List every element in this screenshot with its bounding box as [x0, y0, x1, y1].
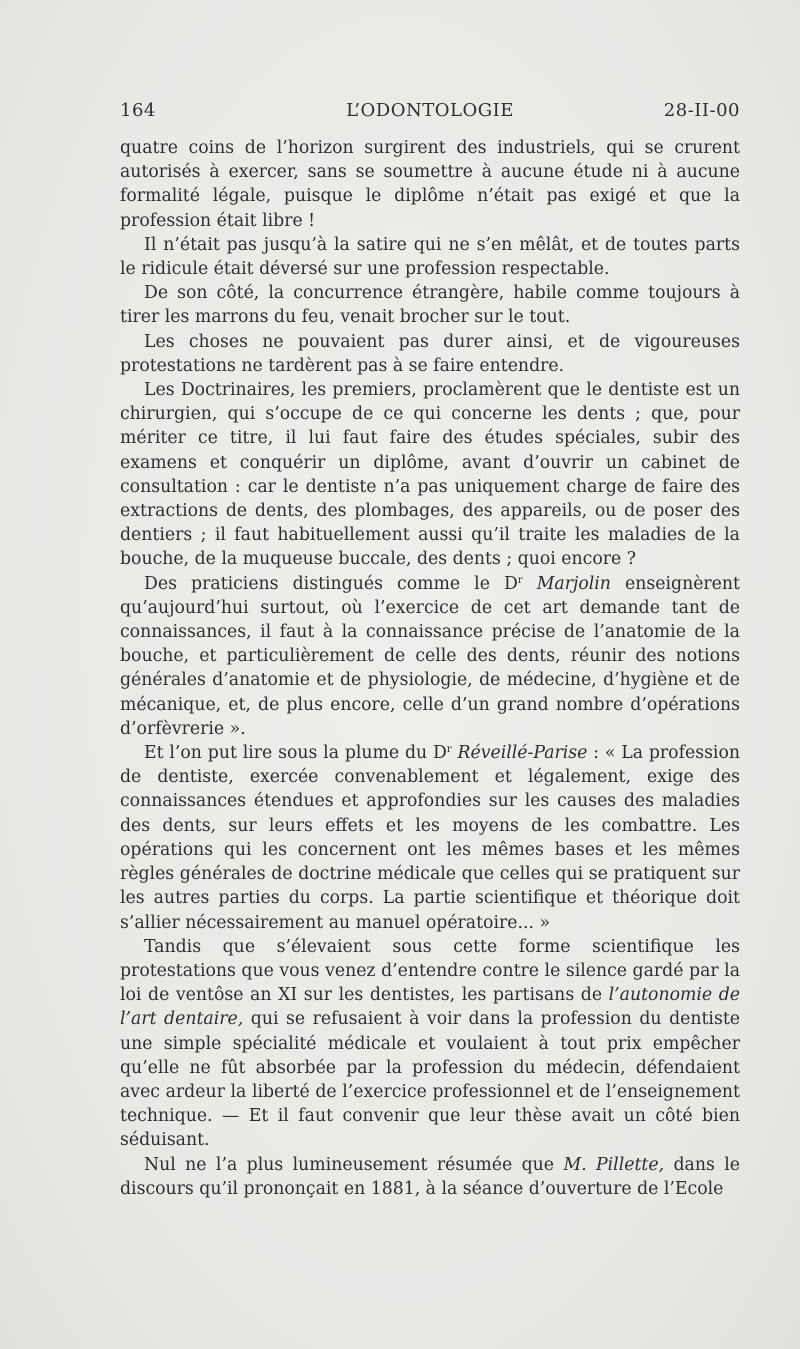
paragraph-6 — [120, 572, 740, 741]
paragraph-7-sup: r — [446, 744, 452, 756]
body-text — [120, 136, 740, 1201]
journal-title: L’ODONTOLOGIE — [346, 100, 514, 121]
paragraph-3: De son côté, la concurrence étrangère, habile comme toujours à tirer les marrons du feu, venait brocher sur le tout. — [120, 283, 740, 328]
paragraph-5: Les Doctrinaires, les premiers, proclamèrent que le dentiste est un chirurgien, qui s’occupe de ce qui concerne les dents ; que, pour mériter ce titre, il lui faut faire des études spéciales, subir des examens et conquérir un diplôme, avant d’ouvrir un cabinet de consultation : car le dentiste n’a pas uniquement charge de faire des extractions de dents, des plombages, des appareils, ou de poser des dentiers ; il faut habituellement aussi qu’il traite les maladies de la bouche, de la muqueuse buccale, des dents ; quoi encore ? — [120, 380, 740, 570]
running-header — [120, 100, 740, 128]
paragraph-7 — [120, 741, 740, 935]
paragraph-6-text-b: enseignèrent qu’aujourd’hui surtout, où l’exercice de cet art demande tant de connaissances, il faut à la connaissance précise de l’anatomie de la bouche, et particulièrement de celle des dents, réunir des notions générales d’anatomie et de physiologie, de médecine, d’hygiène et de mécanique, et, de plus encore, celle d’un grand nombre d’opérations d’orfèvrerie ». — [120, 573, 740, 739]
paragraph-8 — [120, 935, 740, 1153]
paragraph-7-text-b: : « La profession de dentiste, exercée convenablement et légalement, exige des connaissances étendues et approfondies sur les causes des maladies des dents, sur leurs effets et les moyens de les combattre. Les opérations qui les concernent ont les mêmes bases et les mêmes règles générales de doctrine médicale que celles qui se pratiquent sur les autres parties du corps. La partie scientifique et théorique doit s’allier nécessairement au manuel opératoire... » — [120, 743, 740, 933]
paragraph-6-text-a: Des praticiens distingués comme le D — [144, 573, 518, 594]
paragraph-8-text-b: qui se refusaient à voir dans la profession du dentiste une simple spécialité médicale et voulaient à tout prix empêcher qu’elle ne fût absorbée par la profession du médecin, défendaient avec ardeur la liberté de l’exercice professionnel et de l’enseignement technique. — Et il faut convenir que leur thèse avait un côté bien séduisant. — [120, 1009, 741, 1151]
paragraph-6-name: Marjolin — [536, 573, 611, 594]
paragraph-2: Il n’était pas jusqu’à la satire qui ne s’en mêlât, et de toutes parts le ridicule était déversé sur une profession respectable. — [120, 234, 740, 280]
paragraph-4: Les choses ne pouvaient pas durer ainsi, et de vigoureuses protestations ne tardèrent pas à se faire entendre. — [120, 331, 740, 376]
paragraph-8-emphasis: l’autonomie de l’art dentaire, — [120, 985, 740, 1030]
paragraph-8-text-a: Tandis que s’élevaient sous cette forme scientifique les protestations que vous venez d’entendre contre le silence gardé par la loi de ventôse an XI sur les dentistes, les partisans de — [120, 936, 740, 1006]
paragraph-7-text-a: Et l’on put lire sous la plume du D — [144, 743, 447, 764]
paragraph-6-sup: r — [517, 574, 523, 586]
paragraph-9-name: M. Pillette, — [563, 1154, 665, 1175]
paragraph-9 — [120, 1153, 740, 1201]
paragraph-7-name: Réveillé-Parise — [457, 743, 588, 764]
paragraph-9-text-b: dans le discours qu’il prononçait en 1881, à la séance d’ouverture de l’Ecole — [120, 1154, 740, 1199]
paragraph-1: quatre coins de l’horizon surgirent des industriels, qui se crurent autorisés à exercer, sans se soumettre à aucune étude ni à aucune formalité légale, puisque le diplôme n’était pas exigé et que la profession était libre ! — [120, 138, 740, 231]
paragraph-9-text-a: Nul ne l’a plus lumineusement résumée que — [144, 1154, 564, 1175]
issue-date: 28-II-00 — [663, 100, 740, 121]
page-number: 164 — [120, 100, 156, 121]
